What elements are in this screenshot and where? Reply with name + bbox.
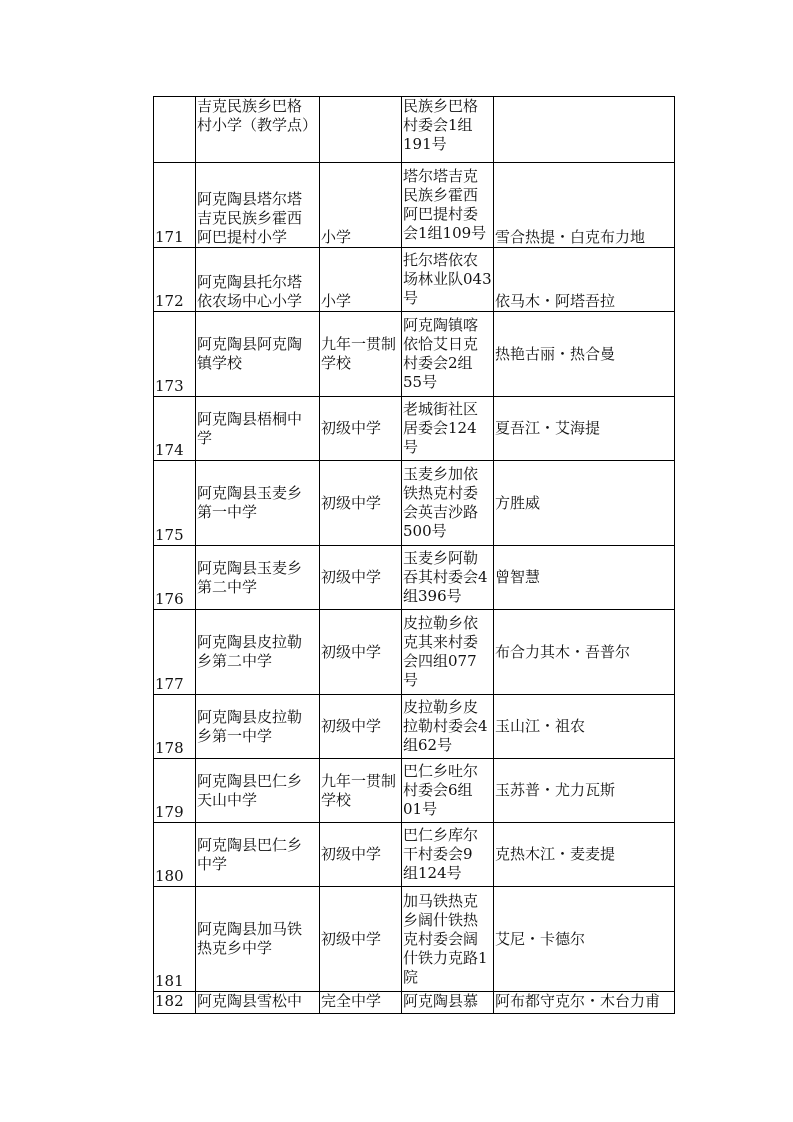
school-name: 阿克陶县皮拉勒 乡第二中学: [196, 610, 320, 695]
table-row: [154, 610, 675, 695]
table-row: [154, 759, 675, 823]
principal-name: 依马木・阿塔吾拉: [494, 248, 675, 312]
row-number: 179: [154, 759, 196, 823]
school-type: 初级中学: [320, 461, 402, 546]
school-address: 巴仁乡吐尔 村委会6组 01号: [402, 759, 494, 823]
table-row: [154, 397, 675, 461]
school-address: 阿克陶镇喀 依恰艾日克 村委会2组 55号: [402, 312, 494, 397]
table-row: [154, 312, 675, 397]
row-number: 176: [154, 546, 196, 610]
school-name: 阿克陶县塔尔塔 吉克民族乡霍西 阿巴提村小学: [196, 163, 320, 248]
school-address: 塔尔塔吉克 民族乡霍西 阿巴提村委 会1组109号: [402, 163, 494, 248]
row-number: 173: [154, 312, 196, 397]
principal-name: 玉苏普・尤力瓦斯: [494, 759, 675, 823]
school-type: [320, 97, 402, 163]
school-address: 玉麦乡加依 铁热克村委 会英吉沙路 500号: [402, 461, 494, 546]
principal-name: 夏吾江・艾海提: [494, 397, 675, 461]
school-name: 阿克陶县玉麦乡 第一中学: [196, 461, 320, 546]
school-address: 加马铁热克 乡阔什铁热 克村委会阔 什铁力克路1 院: [402, 887, 494, 992]
school-type: 小学: [320, 163, 402, 248]
principal-name: 方胜威: [494, 461, 675, 546]
school-table: [153, 96, 675, 1014]
school-name: 吉克民族乡巴格 村小学（教学点）: [196, 97, 320, 163]
school-type: 九年一贯制 学校: [320, 312, 402, 397]
school-type: 初级中学: [320, 887, 402, 992]
principal-name: 曾智慧: [494, 546, 675, 610]
school-address: 托尔塔依农 场林业队043 号: [402, 248, 494, 312]
school-type: 小学: [320, 248, 402, 312]
table-row: [154, 461, 675, 546]
table-row: [154, 887, 675, 992]
principal-name: 热艳古丽・热合曼: [494, 312, 675, 397]
table-row: [154, 163, 675, 248]
school-address: 巴仁乡库尔 干村委会9 组124号: [402, 823, 494, 887]
principal-name: [494, 97, 675, 163]
school-type: 初级中学: [320, 823, 402, 887]
table-row: [154, 97, 675, 163]
school-name: 阿克陶县阿克陶 镇学校: [196, 312, 320, 397]
school-type: 初级中学: [320, 695, 402, 759]
school-name: 阿克陶县托尔塔 依农场中心小学: [196, 248, 320, 312]
school-type: 初级中学: [320, 610, 402, 695]
school-name: 阿克陶县雪松中: [196, 992, 320, 1014]
table-row: [154, 546, 675, 610]
school-name: 阿克陶县皮拉勒 乡第一中学: [196, 695, 320, 759]
school-name: 阿克陶县梧桐中 学: [196, 397, 320, 461]
row-number: 172: [154, 248, 196, 312]
school-address: 玉麦乡阿勒 吞其村委会4 组396号: [402, 546, 494, 610]
school-address: 老城街社区 居委会124 号: [402, 397, 494, 461]
principal-name: 克热木江・麦麦提: [494, 823, 675, 887]
table-row: [154, 695, 675, 759]
row-number: 171: [154, 163, 196, 248]
row-number: 177: [154, 610, 196, 695]
school-address: 民族乡巴格 村委会1组 191号: [402, 97, 494, 163]
principal-name: 雪合热提・白克布力地: [494, 163, 675, 248]
school-type: 初级中学: [320, 546, 402, 610]
row-number: 175: [154, 461, 196, 546]
row-number: 181: [154, 887, 196, 992]
school-type: 完全中学: [320, 992, 402, 1014]
table-row: [154, 823, 675, 887]
principal-name: 布合力其木・吾普尔: [494, 610, 675, 695]
row-number: 182: [154, 992, 196, 1014]
school-address: 皮拉勒乡依 克其来村委 会四组077 号: [402, 610, 494, 695]
principal-name: 阿布都守克尔・木台力甫: [494, 992, 675, 1014]
table-row: [154, 248, 675, 312]
school-address: 皮拉勒乡皮 拉勒村委会4 组62号: [402, 695, 494, 759]
school-name: 阿克陶县加马铁 热克乡中学: [196, 887, 320, 992]
principal-name: 艾尼・卡德尔: [494, 887, 675, 992]
principal-name: 玉山江・祖农: [494, 695, 675, 759]
school-address: 阿克陶县慕: [402, 992, 494, 1014]
school-name: 阿克陶县巴仁乡 中学: [196, 823, 320, 887]
row-number: 178: [154, 695, 196, 759]
row-number: 180: [154, 823, 196, 887]
row-number: 174: [154, 397, 196, 461]
school-name: 阿克陶县巴仁乡 天山中学: [196, 759, 320, 823]
school-type: 初级中学: [320, 397, 402, 461]
school-name: 阿克陶县玉麦乡 第二中学: [196, 546, 320, 610]
table-row: [154, 992, 675, 1014]
school-type: 九年一贯制 学校: [320, 759, 402, 823]
row-number: [154, 97, 196, 163]
